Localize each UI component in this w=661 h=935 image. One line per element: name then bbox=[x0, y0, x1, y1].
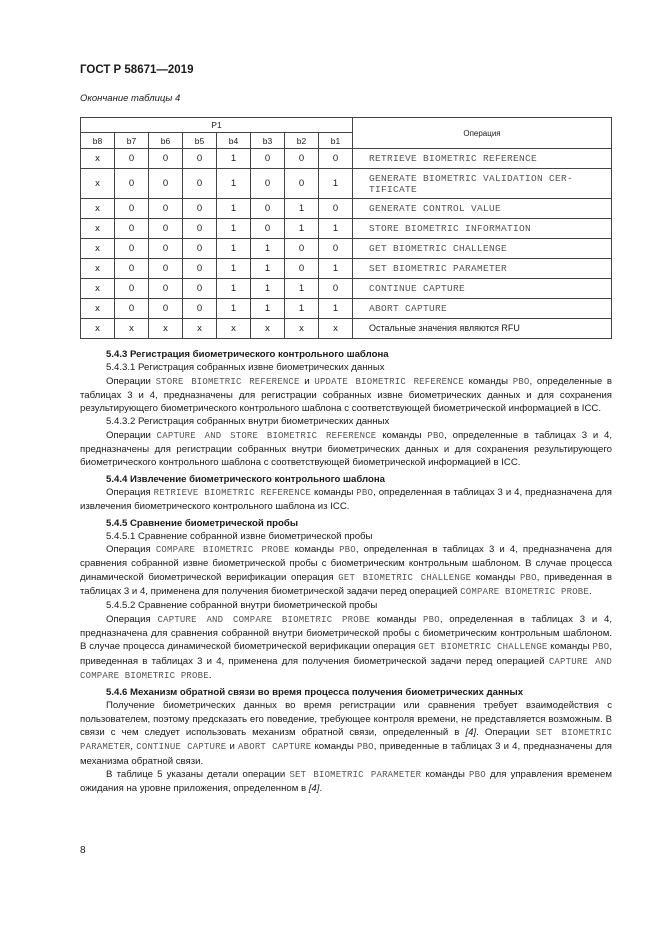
bit-cell: 1 bbox=[217, 299, 251, 319]
section-heading-5-4-6: 5.4.6 Механизм обратной связи во время процесса получения биометрических данных bbox=[106, 687, 524, 699]
bit-cell: 1 bbox=[319, 259, 353, 279]
table-row bbox=[81, 259, 612, 279]
bit-cell: x bbox=[81, 149, 115, 169]
bit-cell: 0 bbox=[183, 219, 217, 239]
table-group-header: P1 bbox=[81, 118, 353, 133]
reference-link: [4] bbox=[465, 727, 477, 739]
bit-cell: x bbox=[217, 319, 251, 339]
bit-cell: 0 bbox=[183, 299, 217, 319]
bit-cell: x bbox=[81, 169, 115, 199]
operation-cell: Остальные значения являются RFU bbox=[353, 319, 612, 339]
bit-cell: 0 bbox=[285, 259, 319, 279]
bit-header: b3 bbox=[251, 133, 285, 149]
bit-cell: x bbox=[81, 219, 115, 239]
bit-cell: 0 bbox=[149, 199, 183, 219]
bit-cell: 0 bbox=[149, 169, 183, 199]
bit-cell: x bbox=[81, 259, 115, 279]
paragraph-5-4-5-2: Операция CAPTURE AND COMPARE BIOMETRIC PROBE команды PBO, определенная в таблицах 3 и 4, предназначена для сравнения собранной внутри биометрической пробы с биометрическим контрольным шаблоном. В случае процесса динамической биометрической верификации операция GET BIOMETRIC CHALLENGE команды PBO, приведенная в таблицах 3 и 4, применена для получения биометрической задачи перед операцией CAPTURE AND COMPARE BIOMETRIC PROBE. bbox=[80, 613, 613, 681]
table-row bbox=[81, 199, 612, 219]
operation-cell: GET BIOMETRIC CHALLENGE bbox=[353, 239, 612, 259]
table-row bbox=[81, 239, 612, 259]
bit-cell: 1 bbox=[319, 219, 353, 239]
bit-cell: 1 bbox=[251, 239, 285, 259]
table-caption: Окончание таблицы 4 bbox=[80, 93, 181, 104]
bit-cell: 1 bbox=[217, 219, 251, 239]
bit-cell: 1 bbox=[319, 299, 353, 319]
bit-cell: 1 bbox=[251, 299, 285, 319]
bit-header: b2 bbox=[285, 133, 319, 149]
bit-cell: 0 bbox=[183, 239, 217, 259]
bit-cell: 0 bbox=[115, 169, 149, 199]
subsection-heading-5-4-3-1: 5.4.3.1 Регистрация собранных извне биометрических данных bbox=[106, 362, 385, 374]
bit-header: b1 bbox=[319, 133, 353, 149]
bit-cell: 0 bbox=[149, 149, 183, 169]
bit-cell: 1 bbox=[285, 279, 319, 299]
subsection-heading-5-4-5-1: 5.4.5.1 Сравнение собранной извне биометрической пробы bbox=[106, 530, 373, 542]
bit-cell: 0 bbox=[115, 299, 149, 319]
bit-cell: 0 bbox=[149, 299, 183, 319]
table-row bbox=[81, 319, 612, 339]
bit-cell: x bbox=[183, 319, 217, 339]
bit-cell: 0 bbox=[115, 239, 149, 259]
bit-cell: 0 bbox=[319, 279, 353, 299]
subsection-heading-5-4-5-2: 5.4.5.2 Сравнение собранной внутри биометрической пробы bbox=[106, 600, 378, 612]
bit-cell: x bbox=[81, 239, 115, 259]
table-operation-header: Операция bbox=[353, 118, 612, 149]
section-heading-5-4-5: 5.4.5 Сравнение биометрической пробы bbox=[106, 517, 299, 529]
bit-cell: 1 bbox=[285, 219, 319, 239]
operation-cell: GENERATE BIOMETRIC VALIDATION CER-TIFICATE bbox=[353, 169, 612, 199]
paragraph-5-4-4: Операция RETRIEVE BIOMETRIC REFERENCE команды PBO, определенная в таблицах 3 и 4, предназначена для извлечения биометрического контрольного шаблона из ICC. bbox=[80, 486, 612, 513]
bit-header: b5 bbox=[183, 133, 217, 149]
bit-cell: x bbox=[81, 299, 115, 319]
paragraph-5-4-6-1: Получение биометрических данных во время регистрации или сравнения требует взаимодействия с пользователем, поэтому предсказать его поведение, требующее контроля времени, не представляется возможным. В связи с чем следует использовать механизм обратной связи, определенный в [4]. Операции SET BIOMETRIC PARAMETER, CONTINUE CAPTURE и ABORT CAPTURE команды PBO, приведенные в таблицах 3 и 4, предназначены для механизма обратной связи. bbox=[80, 700, 613, 767]
bit-cell: 0 bbox=[251, 149, 285, 169]
bit-cell: 1 bbox=[319, 169, 353, 199]
bit-header: b6 bbox=[149, 133, 183, 149]
bit-cell: x bbox=[149, 319, 183, 339]
bit-cell: 0 bbox=[183, 169, 217, 199]
paragraph-5-4-6-2: В таблице 5 указаны детали операции SET BIOMETRIC PARAMETER команды PBO для управления временем ожидания на уровне приложения, определенном в [4]. bbox=[80, 768, 612, 795]
bit-cell: 0 bbox=[149, 279, 183, 299]
section-heading-5-4-4: 5.4.4 Извлечение биометрического контрольного шаблона bbox=[106, 473, 385, 485]
bit-cell: 0 bbox=[115, 149, 149, 169]
bit-header: b8 bbox=[81, 133, 115, 149]
bit-cell: 0 bbox=[285, 169, 319, 199]
bit-header: b4 bbox=[217, 133, 251, 149]
bit-cell: 0 bbox=[319, 149, 353, 169]
bit-cell: 1 bbox=[217, 239, 251, 259]
section-heading-5-4-3: 5.4.3 Регистрация биометрического контрольного шаблона bbox=[106, 349, 389, 360]
operation-cell: CONTINUE CAPTURE bbox=[353, 279, 612, 299]
bit-cell: x bbox=[319, 319, 353, 339]
bit-cell: 0 bbox=[285, 149, 319, 169]
reference-link: [4] bbox=[308, 783, 320, 795]
bit-cell: 1 bbox=[285, 199, 319, 219]
bit-cell: 0 bbox=[251, 219, 285, 239]
bit-cell: 1 bbox=[217, 149, 251, 169]
table-row bbox=[81, 299, 612, 319]
bit-cell: 0 bbox=[251, 199, 285, 219]
document-body bbox=[80, 348, 612, 796]
bit-cell: 1 bbox=[285, 299, 319, 319]
operation-cell: SET BIOMETRIC PARAMETER bbox=[353, 259, 612, 279]
bit-cell: 0 bbox=[115, 279, 149, 299]
bit-cell: 0 bbox=[115, 219, 149, 239]
table-row bbox=[81, 169, 612, 199]
document-header: ГОСТ Р 58671—2019 bbox=[80, 64, 194, 76]
bit-cell: 0 bbox=[149, 239, 183, 259]
bit-cell: 1 bbox=[217, 199, 251, 219]
bit-cell: 0 bbox=[319, 239, 353, 259]
bit-cell: 1 bbox=[251, 279, 285, 299]
bit-cell: 1 bbox=[217, 259, 251, 279]
bit-cell: 0 bbox=[183, 259, 217, 279]
operation-cell: RETRIEVE BIOMETRIC REFERENCE bbox=[353, 149, 612, 169]
operation-cell: GENERATE CONTROL VALUE bbox=[353, 199, 612, 219]
table-row bbox=[81, 279, 612, 299]
bit-cell: 0 bbox=[149, 219, 183, 239]
bit-cell: x bbox=[81, 199, 115, 219]
bit-cell: x bbox=[81, 319, 115, 339]
bit-cell: 0 bbox=[115, 199, 149, 219]
bit-cell: x bbox=[115, 319, 149, 339]
bit-cell: x bbox=[81, 279, 115, 299]
paragraph-5-4-3-1: Операции STORE BIOMETRIC REFERENCE и UPDATE BIOMETRIC REFERENCE команды PBO, определенные в таблицах 3 и 4, предназначены для регистрации собранных извне биометрических данных и для сохранения результирующего биометрического контрольного шаблона с соответствующей биометрической информацией в ICC. bbox=[80, 375, 612, 415]
bit-cell: 1 bbox=[217, 169, 251, 199]
bit-header: b7 bbox=[115, 133, 149, 149]
bit-encoding-table bbox=[80, 117, 612, 339]
bit-cell: 0 bbox=[319, 199, 353, 219]
paragraph-5-4-3-2: Операции CAPTURE AND STORE BIOMETRIC REFERENCE команды PBO, определенные в таблицах 3 и 4, предназначены для регистрации собранных внутри биометрических данных и для сохранения результирующего биометрического контрольного шаблона с соответствующей биометрической информацией в ICC. bbox=[80, 429, 613, 469]
bit-cell: 0 bbox=[183, 279, 217, 299]
bit-cell: 0 bbox=[183, 149, 217, 169]
bit-cell: 0 bbox=[251, 169, 285, 199]
paragraph-5-4-5-1: Операция COMPARE BIOMETRIC PROBE команды PBO, определенная в таблицах 3 и 4, предназначена для сравнения собранной извне биометрической пробы с биометрическим контрольным шаблоном. В случае процесса динамической биометрической верификации операция GET BIOMETRIC CHALLENGE команды PBO, приведенная в таблицах 3 и 4, применена для получения биометрической задачи перед операцией COMPARE BIOMETRIC PROBE. bbox=[80, 544, 612, 598]
bit-cell: x bbox=[251, 319, 285, 339]
page-number: 8 bbox=[80, 845, 86, 856]
bit-cell: 0 bbox=[285, 239, 319, 259]
bit-cell: 1 bbox=[251, 259, 285, 279]
bit-cell: 0 bbox=[149, 259, 183, 279]
table-row bbox=[81, 149, 612, 169]
subsection-heading-5-4-3-2: 5.4.3.2 Регистрация собранных внутри биометрических данных bbox=[106, 416, 390, 428]
bit-cell: 1 bbox=[217, 279, 251, 299]
table-row bbox=[81, 219, 612, 239]
bit-cell: 0 bbox=[115, 259, 149, 279]
bit-cell: 0 bbox=[183, 199, 217, 219]
bit-cell: x bbox=[285, 319, 319, 339]
operation-cell: STORE BIOMETRIC INFORMATION bbox=[353, 219, 612, 239]
operation-cell: ABORT CAPTURE bbox=[353, 299, 612, 319]
